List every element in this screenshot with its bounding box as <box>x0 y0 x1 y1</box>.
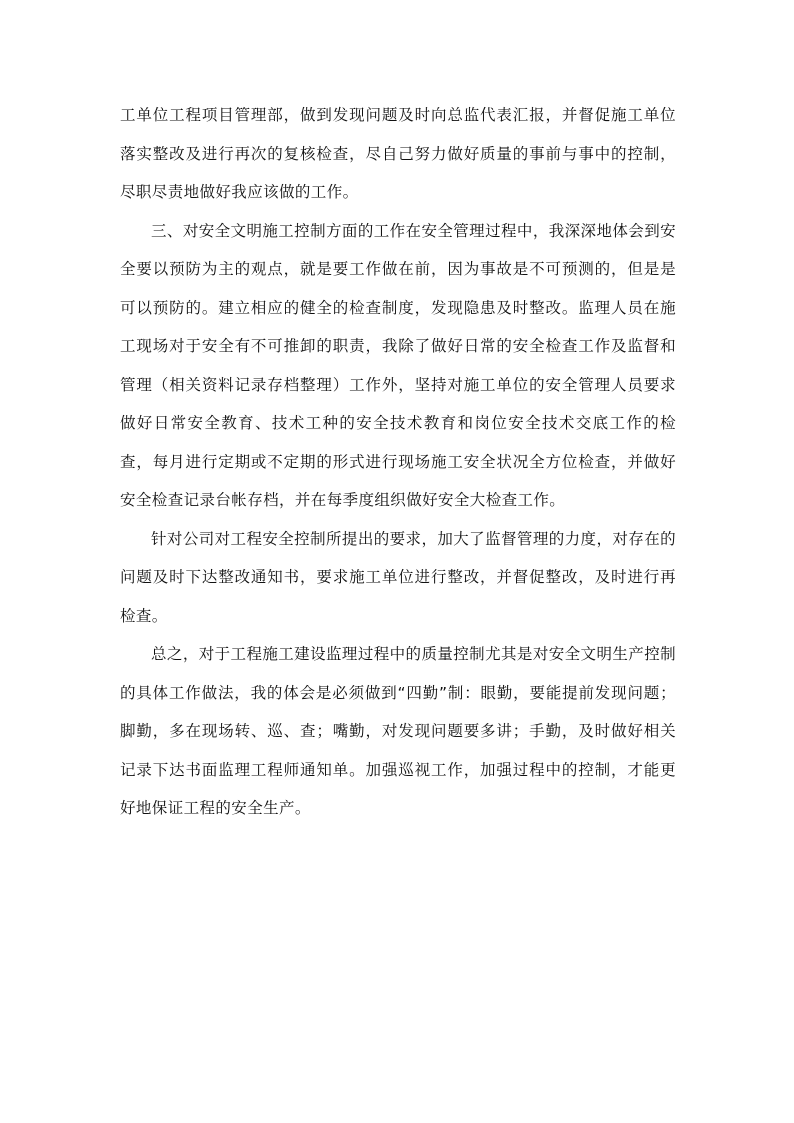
paragraph-company-requirements: 针对公司对工程安全控制所提出的要求，加大了监督管理的力度，对存在的问题及时下达整改通知书，要求施工单位进行整改，并督促整改，及时进行再检查。 <box>120 529 676 625</box>
paragraph-summary: 总之，对于工程施工建设监理过程中的质量控制尤其是对安全文明生产控制的具体工作做法，我的体会是必须做到“四勤”制：眼勤，要能提前发现问题；脚勤，多在现场转、巡、查；嘴勤，对发现问题要多讲；手勤，及时做好相关记录下达书面监理工程师通知单。加强巡视工作，加强过程中的控制，才能更好地保证工程的安全生产。 <box>120 645 676 817</box>
paragraph-continuation: 工单位工程项目管理部，做到发现问题及时向总监代表汇报，并督促施工单位落实整改及进行再次的复核检查，尽自己努力做好质量的事前与事中的控制，尽职尽责地做好我应该做的工作。 <box>120 106 676 201</box>
paragraph-safety-control: 三、对安全文明施工控制方面的工作在安全管理过程中，我深深地体会到安全要以预防为主的观点，就是要工作做在前，因为事故是不可预测的，但是是可以预防的。建立相应的健全的检查制度，发现隐患及时整改。监理人员在施工现场对于安全有不可推卸的职责，我除了做好日常的安全检查工作及监督和管理（相关资料记录存档整理）工作外，坚持对施工单位的安全管理人员要求做好日常安全教育、技术工种的安全技术教育和岗位安全技术交底工作的检查，每月进行定期或不定期的形式进行现场施工安全状况全方位检查，并做好安全检查记录台帐存档，并在每季度组织做好安全大检查工作。 <box>120 221 676 509</box>
document-body <box>120 96 676 828</box>
